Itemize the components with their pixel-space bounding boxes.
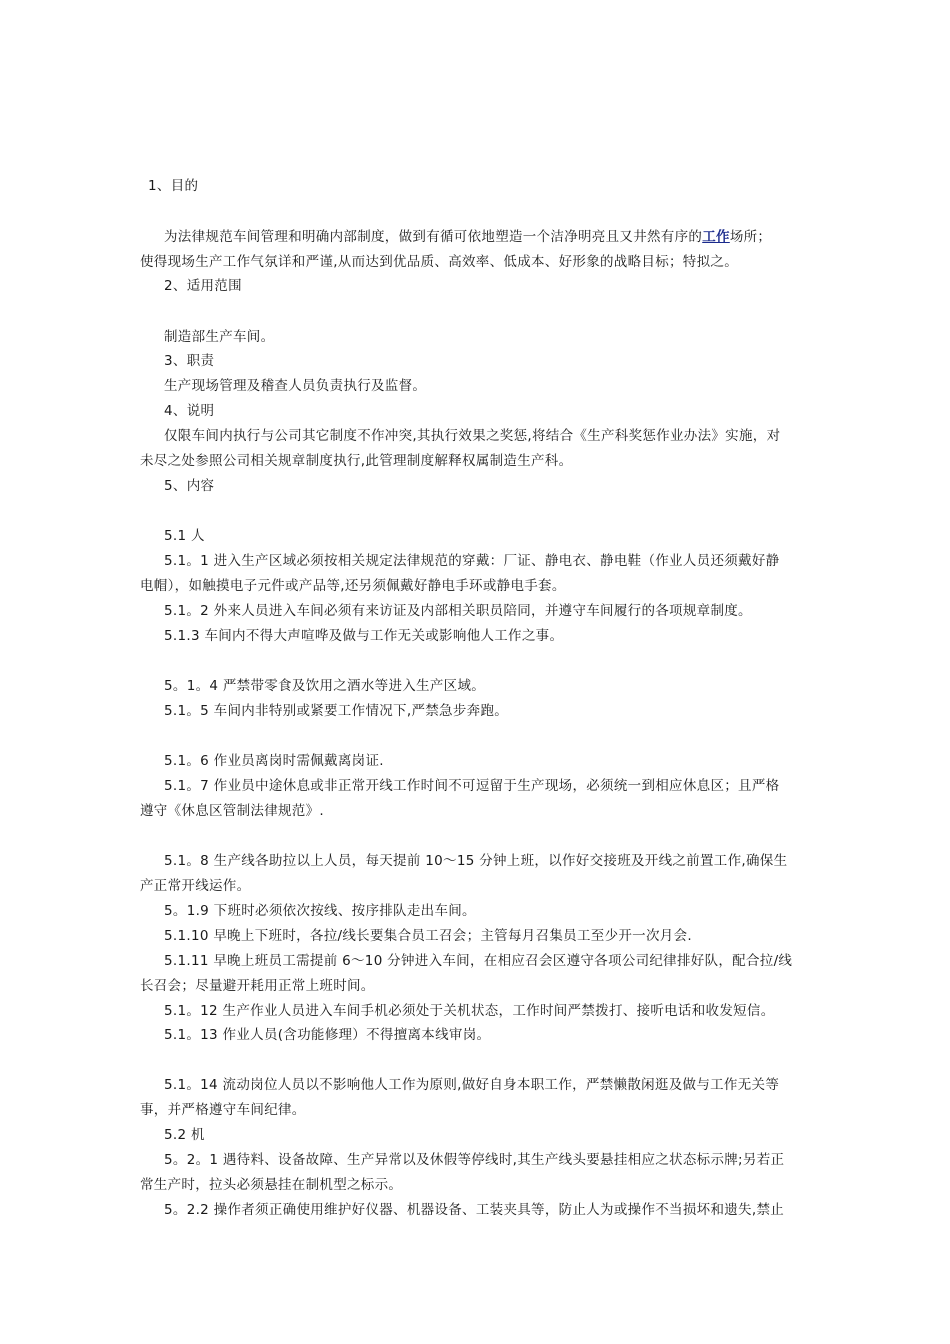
clause-5-1-11-line-2: 长召会；尽量避开耗用正常上班时间。 xyxy=(140,978,375,994)
section-1-text-a: 为法律规范车间管理和明确内部制度，做到有循可依地塑造一个洁净明亮且又井然有序的 xyxy=(164,229,703,245)
section-5-1-heading: 5.1 人 xyxy=(164,528,205,544)
section-5-2-heading: 5.2 机 xyxy=(164,1127,205,1143)
section-3-heading: 3、职责 xyxy=(164,353,215,369)
clause-5-1-7-line-1: 5.1。7 作业员中途休息或非正常开线工作时间不可逗留于生产现场，必须统一到相应休息区；且严格 xyxy=(164,778,780,794)
clause-5-1-1-line-2: 电帽），如触摸电子元件或产品等,还另须佩戴好静电手环或静电手套。 xyxy=(140,578,566,594)
section-1-heading: 1、目的 xyxy=(148,178,199,194)
clause-5-1-10: 5.1.10 早晚上下班时，各拉/线长要集合员工召会；主管每月召集员工至少开一次月会. xyxy=(164,928,692,944)
section-2-heading: 2、适用范围 xyxy=(164,278,242,294)
clause-5-2-2-line-1: 5。2.2 操作者须正确使用维护好仪器、机器设备、工装夹具等，防止人为或操作不当损坏和遗失,禁止 xyxy=(164,1202,785,1218)
clause-5-1-11-line-1: 5.1.11 早晚上班员工需提前 6～10 分钟进入车间，在相应召会区遵守各项公司纪律排好队，配合拉/线 xyxy=(164,953,793,969)
section-5-heading: 5、内容 xyxy=(164,478,215,494)
clause-5-1-13: 5.1。13 作业人员(含功能修理）不得擅离本线审岗。 xyxy=(164,1027,491,1043)
section-3-paragraph: 生产现场管理及稽查人员负责执行及监督。 xyxy=(164,378,427,394)
section-4-paragraph-line-2: 未尽之处参照公司相关规章制度执行,此管理制度解释权属制造生产科。 xyxy=(140,453,573,469)
section-1-text-b: 场所； xyxy=(729,229,772,245)
clause-5-2-1-line-2: 常生产时，拉头必须悬挂在制机型之标示。 xyxy=(140,1177,403,1193)
section-2-paragraph: 制造部生产车间。 xyxy=(164,329,275,345)
section-4-paragraph-line-1: 仅限车间内执行与公司其它制度不作冲突,其执行效果之奖惩,将结合《生产科奖惩作业办法》实施，对 xyxy=(164,428,781,444)
section-1-paragraph-line-2: 使得现场生产工作气氛详和严谨,从而达到优品质、高效率、低成本、好形象的战略目标；特拟之。 xyxy=(140,254,738,270)
clause-5-1-6: 5.1。6 作业员离岗时需佩戴离岗证. xyxy=(164,753,384,769)
clause-5-1-3: 5.1.3 车间内不得大声喧哗及做与工作无关或影响他人工作之事。 xyxy=(164,628,564,644)
clause-5-1-7-line-2: 遵守《休息区管制法律规范》. xyxy=(140,803,324,819)
clause-5-1-2: 5.1。2 外来人员进入车间必须有来访证及内部相关职员陪同，并遵守车间履行的各项规章制度。 xyxy=(164,603,752,619)
clause-5-1-9: 5。1.9 下班时必须依次按线、按序排队走出车间。 xyxy=(164,903,476,919)
section-4-heading: 4、说明 xyxy=(164,403,215,419)
section-1-paragraph-line-1 xyxy=(164,227,834,247)
work-link[interactable]: 工作 xyxy=(702,229,730,245)
clause-5-1-8-line-1: 5.1。8 生产线各助拉以上人员，每天提前 10～15 分钟上班，以作好交接班及开线之前置工作,确保生 xyxy=(164,853,788,869)
clause-5-1-12: 5.1。12 生产作业人员进入车间手机必须处于关机状态，工作时间严禁拨打、接听电话和收发短信。 xyxy=(164,1003,775,1019)
clause-5-1-5: 5.1。5 车间内非特别或紧要工作情况下,严禁急步奔跑。 xyxy=(164,703,509,719)
clause-5-1-14-line-2: 事，并严格遵守车间纪律。 xyxy=(140,1102,306,1118)
clause-5-1-1-line-1: 5.1。1 进入生产区域必须按相关规定法律规范的穿戴：厂证、静电衣、静电鞋（作业人员还须戴好静 xyxy=(164,553,780,569)
clause-5-1-8-line-2: 产正常开线运作。 xyxy=(140,878,251,894)
clause-5-1-14-line-1: 5.1。14 流动岗位人员以不影响他人工作为原则,做好自身本职工作，严禁懒散闲逛及做与工作无关等 xyxy=(164,1077,780,1093)
clause-5-1-4: 5。1。4 严禁带零食及饮用之酒水等进入生产区域。 xyxy=(164,678,486,694)
clause-5-2-1-line-1: 5。2。1 遇待料、设备故障、生产异常以及休假等停线时,其生产线头要悬挂相应之状态标示牌;另若正 xyxy=(164,1152,785,1168)
